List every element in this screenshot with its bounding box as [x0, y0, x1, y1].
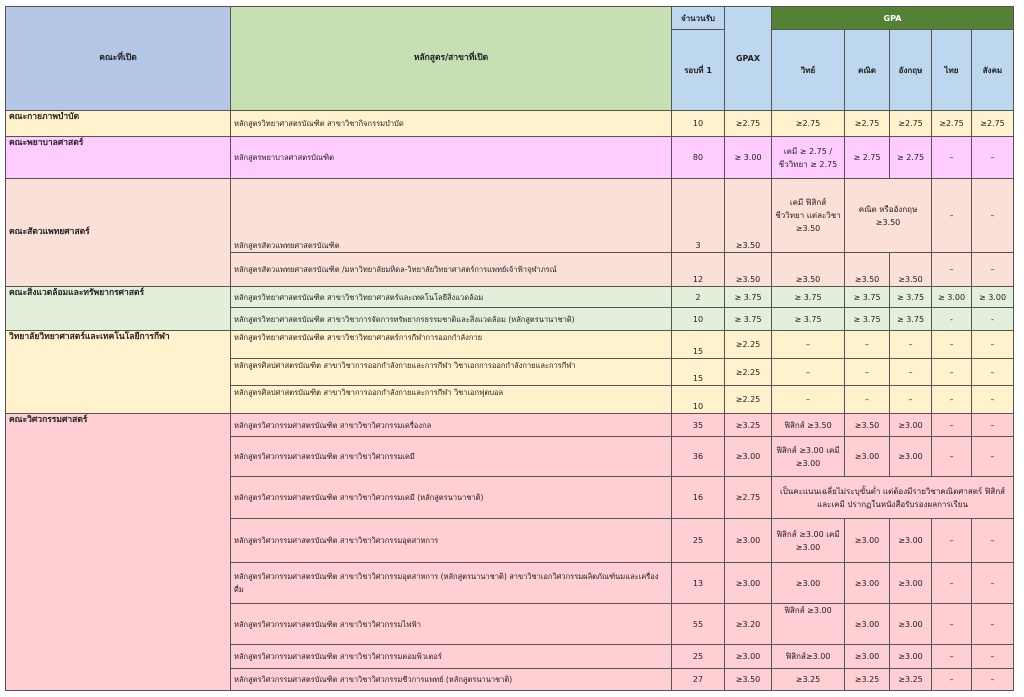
gpax-cell: ≥3.00: [725, 563, 772, 604]
social-cell: –: [972, 669, 1014, 691]
social-cell: –: [972, 253, 1014, 287]
faculty-cell: คณะกายภาพบำบัด: [6, 111, 231, 137]
eng-cell: ≥ 3.75: [890, 287, 932, 308]
sci-cell: –: [772, 331, 845, 359]
thai-cell: –: [932, 437, 972, 477]
math-cell: ≥3.00: [845, 519, 890, 563]
program-cell: หลักสูตรวิศวกรรมศาสตรบัณฑิต สาขาวิชาวิศวกรรมเครื่องกล: [231, 414, 672, 437]
gpax-cell: ≥ 3.75: [725, 287, 772, 308]
thai-cell: –: [932, 563, 972, 604]
table-row: [6, 287, 1014, 308]
gpax-cell: ≥2.25: [725, 359, 772, 386]
math-cell: ≥2.75: [845, 111, 890, 137]
gpa-note-cell: เป็นคะแนนเฉลี่ยไม่ระบุขั้นต่ำ แต่ต้องมีรายวิชาคณิตศาสตร์ ฟิสิกส์ และเคมี ปรากฏในหนังสือรับรองผลการเรียน: [772, 477, 1014, 519]
social-cell: –: [972, 645, 1014, 669]
gpax-cell: ≥2.75: [725, 477, 772, 519]
social-cell: –: [972, 386, 1014, 414]
table-row: [6, 331, 1014, 359]
table-row: [6, 137, 1014, 179]
round1-cell: 13: [672, 563, 725, 604]
gpax-cell: ≥ 3.75: [725, 308, 772, 331]
math-cell: –: [845, 359, 890, 386]
gpax-cell: ≥3.00: [725, 437, 772, 477]
social-cell: –: [972, 604, 1014, 645]
thai-cell: -: [932, 308, 972, 331]
round1-cell: 25: [672, 519, 725, 563]
thai-cell: –: [932, 253, 972, 287]
math-cell: ≥ 3.75: [845, 287, 890, 308]
eng-cell: ≥3.00: [890, 645, 932, 669]
table-row: [6, 414, 1014, 437]
round1-cell: 2: [672, 287, 725, 308]
sci-cell: ≥2.75: [772, 111, 845, 137]
gpax-cell: ≥2.75: [725, 111, 772, 137]
round1-cell: 16: [672, 477, 725, 519]
header-subject-thai: ไทย: [932, 30, 972, 111]
gpax-cell: ≥3.50: [725, 669, 772, 691]
social-cell: –: [972, 331, 1014, 359]
program-cell: หลักสูตรวิทยาศาสตรบัณฑิต สาขาวิชาการจัดการทรัพยากรธรรมชาติและสิ่งแวดล้อม (หลักสูตรนานาชาติ): [231, 308, 672, 331]
eng-cell: ≥3.00: [890, 604, 932, 645]
social-cell: ≥2.75: [972, 111, 1014, 137]
eng-cell: ≥ 2.75: [890, 137, 932, 179]
eng-cell: ≥3.00: [890, 414, 932, 437]
math-cell: ≥3.00: [845, 604, 890, 645]
sci-cell: ฟิสิกส์ ≥3.50: [772, 414, 845, 437]
sci-cell: ฟิสิกส์≥3.00: [772, 645, 845, 669]
eng-cell: ≥2.75: [890, 111, 932, 137]
faculty-cell: คณะวิศวกรรมศาสตร์: [6, 414, 231, 691]
thai-cell: –: [932, 414, 972, 437]
eng-cell: –: [890, 359, 932, 386]
math-cell: ≥3.00: [845, 563, 890, 604]
thai-cell: ≥ 3.00: [932, 287, 972, 308]
sci-cell: ≥3.00: [772, 563, 845, 604]
social-cell: –: [972, 414, 1014, 437]
gpax-cell: ≥3.00: [725, 519, 772, 563]
program-cell: หลักสูตรวิศวกรรมศาสตรบัณฑิต สาขาวิชาวิศวกรรมชีวการแพทย์ (หลักสูตรนานาชาติ): [231, 669, 672, 691]
sci-cell: เคมี ≥ 2.75 / ชีววิทยา ≥ 2.75: [772, 137, 845, 179]
thai-cell: –: [932, 359, 972, 386]
math-cell: ≥ 3.75: [845, 308, 890, 331]
math-cell: ≥ 2.75: [845, 137, 890, 179]
round1-cell: 36: [672, 437, 725, 477]
header-gpa: GPA: [772, 7, 1014, 30]
faculty-cell: คณะพยาบาลศาสตร์: [6, 137, 231, 179]
program-cell: หลักสูตรสัตวแพทยศาสตรบัณฑิต /มหาวิทยาลัยมหิดล-วิทยาลัยวิทยาศาสตร์การแพทย์เจ้าฟ้าจุฬาภรณ์: [231, 253, 672, 287]
round1-cell: 3: [672, 179, 725, 253]
sci-cell: ≥3.25: [772, 669, 845, 691]
header-subject-social: สังคม: [972, 30, 1014, 111]
round1-cell: 10: [672, 111, 725, 137]
header-gpax: GPAX: [725, 7, 772, 111]
math-cell: ≥3.00: [845, 437, 890, 477]
thai-cell: –: [932, 331, 972, 359]
faculty-cell: คณะสัตวแพทยศาสตร์: [6, 179, 231, 287]
program-cell: หลักสูตรวิศวกรรมศาสตรบัณฑิต สาขาวิชาวิศวกรรมเคมี: [231, 437, 672, 477]
program-cell: หลักสูตรวิทยาศาสตรบัณฑิต สาขาวิชาวิทยาศาสตร์การกีฬาการออกกำลังกาย: [231, 331, 672, 359]
social-cell: –: [972, 519, 1014, 563]
gpax-cell: ≥2.25: [725, 386, 772, 414]
social-cell: –: [972, 137, 1014, 179]
program-cell: หลักสูตรวิศวกรรมศาสตรบัณฑิต สาขาวิชาวิศวกรรมไฟฟ้า: [231, 604, 672, 645]
social-cell: –: [972, 179, 1014, 253]
thai-cell: –: [932, 519, 972, 563]
sci-cell: ≥3.50: [772, 253, 845, 287]
sci-cell: –: [772, 386, 845, 414]
social-cell: -: [972, 308, 1014, 331]
gpax-cell: ≥3.50: [725, 179, 772, 253]
round1-cell: 15: [672, 359, 725, 386]
faculty-cell: วิทยาลัยวิทยาศาสตร์และเทคโนโลยีการกีฬา: [6, 331, 231, 414]
round1-cell: 80: [672, 137, 725, 179]
sci-cell: เคมี ฟิสิกส์ ชีววิทยา แต่ละวิชา ≥3.50: [772, 179, 845, 253]
gpax-cell: ≥3.25: [725, 414, 772, 437]
round1-cell: 15: [672, 331, 725, 359]
eng-cell: –: [890, 331, 932, 359]
program-cell: หลักสูตรสัตวแพทยศาสตรบัณฑิต: [231, 179, 672, 253]
program-cell: หลักสูตรศิลปศาสตรบัณฑิต สาขาวิชาการออกกำลังกายและการกีฬา วิชาเอกการออกกำลังกายและการกีฬา: [231, 359, 672, 386]
sci-cell: ฟิสิกส์ ≥3.00: [772, 604, 845, 645]
gpax-cell: ≥3.00: [725, 645, 772, 669]
social-cell: –: [972, 563, 1014, 604]
gpax-cell: ≥ 3.00: [725, 137, 772, 179]
program-cell: หลักสูตรวิศวกรรมศาสตรบัณฑิต สาขาวิชาวิศวกรรมคอมพิวเตอร์: [231, 645, 672, 669]
header-faculty: คณะที่เปิด: [6, 7, 231, 111]
sci-cell: –: [772, 359, 845, 386]
program-cell: หลักสูตรพยาบาลศาสตรบัณฑิต: [231, 137, 672, 179]
program-cell: หลักสูตรศิลปศาสตรบัณฑิต สาขาวิชาการออกกำลังกายและการกีฬา วิชาเอกฟุตบอล: [231, 386, 672, 414]
gpax-cell: ≥2.25: [725, 331, 772, 359]
gpax-cell: ≥3.50: [725, 253, 772, 287]
social-cell: ≥ 3.00: [972, 287, 1014, 308]
math-cell: ≥3.25: [845, 669, 890, 691]
thai-cell: –: [932, 137, 972, 179]
math-or-eng-cell: คณิต หรืออังกฤษ ≥3.50: [845, 179, 932, 253]
eng-cell: ≥3.50: [890, 253, 932, 287]
math-cell: ≥3.50: [845, 414, 890, 437]
program-cell: หลักสูตรวิศวกรรมศาสตรบัณฑิต สาขาวิชาวิศวกรรมเคมี (หลักสูตรนานาชาติ): [231, 477, 672, 519]
round1-cell: 10: [672, 308, 725, 331]
eng-cell: ≥3.00: [890, 437, 932, 477]
round1-cell: 25: [672, 645, 725, 669]
sci-cell: ฟิสิกส์ ≥3.00 เคมี ≥3.00: [772, 437, 845, 477]
math-cell: –: [845, 386, 890, 414]
round1-cell: 27: [672, 669, 725, 691]
round1-cell: 55: [672, 604, 725, 645]
round1-cell: 10: [672, 386, 725, 414]
eng-cell: –: [890, 386, 932, 414]
header-subject-sci: วิทย์: [772, 30, 845, 111]
math-cell: –: [845, 331, 890, 359]
eng-cell: ≥3.00: [890, 563, 932, 604]
math-cell: ≥3.00: [845, 645, 890, 669]
round1-cell: 12: [672, 253, 725, 287]
thai-cell: –: [932, 179, 972, 253]
thai-cell: –: [932, 386, 972, 414]
sci-cell: ≥ 3.75: [772, 308, 845, 331]
social-cell: –: [972, 437, 1014, 477]
program-cell: หลักสูตรวิศวกรรมศาสตรบัณฑิต สาขาวิชาวิศวกรรมอุตสาหการ: [231, 519, 672, 563]
program-cell: หลักสูตรวิทยาศาสตรบัณฑิต สาขาวิชากิจกรรมบำบัด: [231, 111, 672, 137]
admission-table: [5, 6, 1014, 691]
social-cell: –: [972, 359, 1014, 386]
gpax-cell: ≥3.20: [725, 604, 772, 645]
table-row: [6, 179, 1014, 253]
thai-cell: ≥2.75: [932, 111, 972, 137]
table-row: [6, 111, 1014, 137]
header-intake: จำนวนรับ: [672, 7, 725, 30]
header-program: หลักสูตร/สาขาที่เปิด: [231, 7, 672, 111]
header-round-1: รอบที่ 1: [672, 30, 725, 111]
eng-cell: ≥3.25: [890, 669, 932, 691]
header-subject-math: คณิต: [845, 30, 890, 111]
faculty-cell: คณะสิ่งแวดล้อมและทรัพยากรศาสตร์: [6, 287, 231, 331]
program-cell: หลักสูตรวิทยาศาสตรบัณฑิต สาขาวิชาวิทยาศาสตร์และเทคโนโลยีสิ่งแวดล้อม: [231, 287, 672, 308]
sci-cell: ≥ 3.75: [772, 287, 845, 308]
thai-cell: –: [932, 604, 972, 645]
thai-cell: –: [932, 669, 972, 691]
eng-cell: ≥3.00: [890, 519, 932, 563]
round1-cell: 35: [672, 414, 725, 437]
sci-cell: ฟิสิกส์ ≥3.00 เคมี ≥3.00: [772, 519, 845, 563]
eng-cell: ≥ 3.75: [890, 308, 932, 331]
thai-cell: –: [932, 645, 972, 669]
math-cell: ≥3.50: [845, 253, 890, 287]
program-cell: หลักสูตรวิศวกรรมศาสตรบัณฑิต สาขาวิชาวิศวกรรมอุตสาหการ (หลักสูตรนานาชาติ) สาขาวิชาเอกวิศวกรรมผลิตภัณฑ์นมและเครื่องดื่ม: [231, 563, 672, 604]
header-subject-eng: อังกฤษ: [890, 30, 932, 111]
